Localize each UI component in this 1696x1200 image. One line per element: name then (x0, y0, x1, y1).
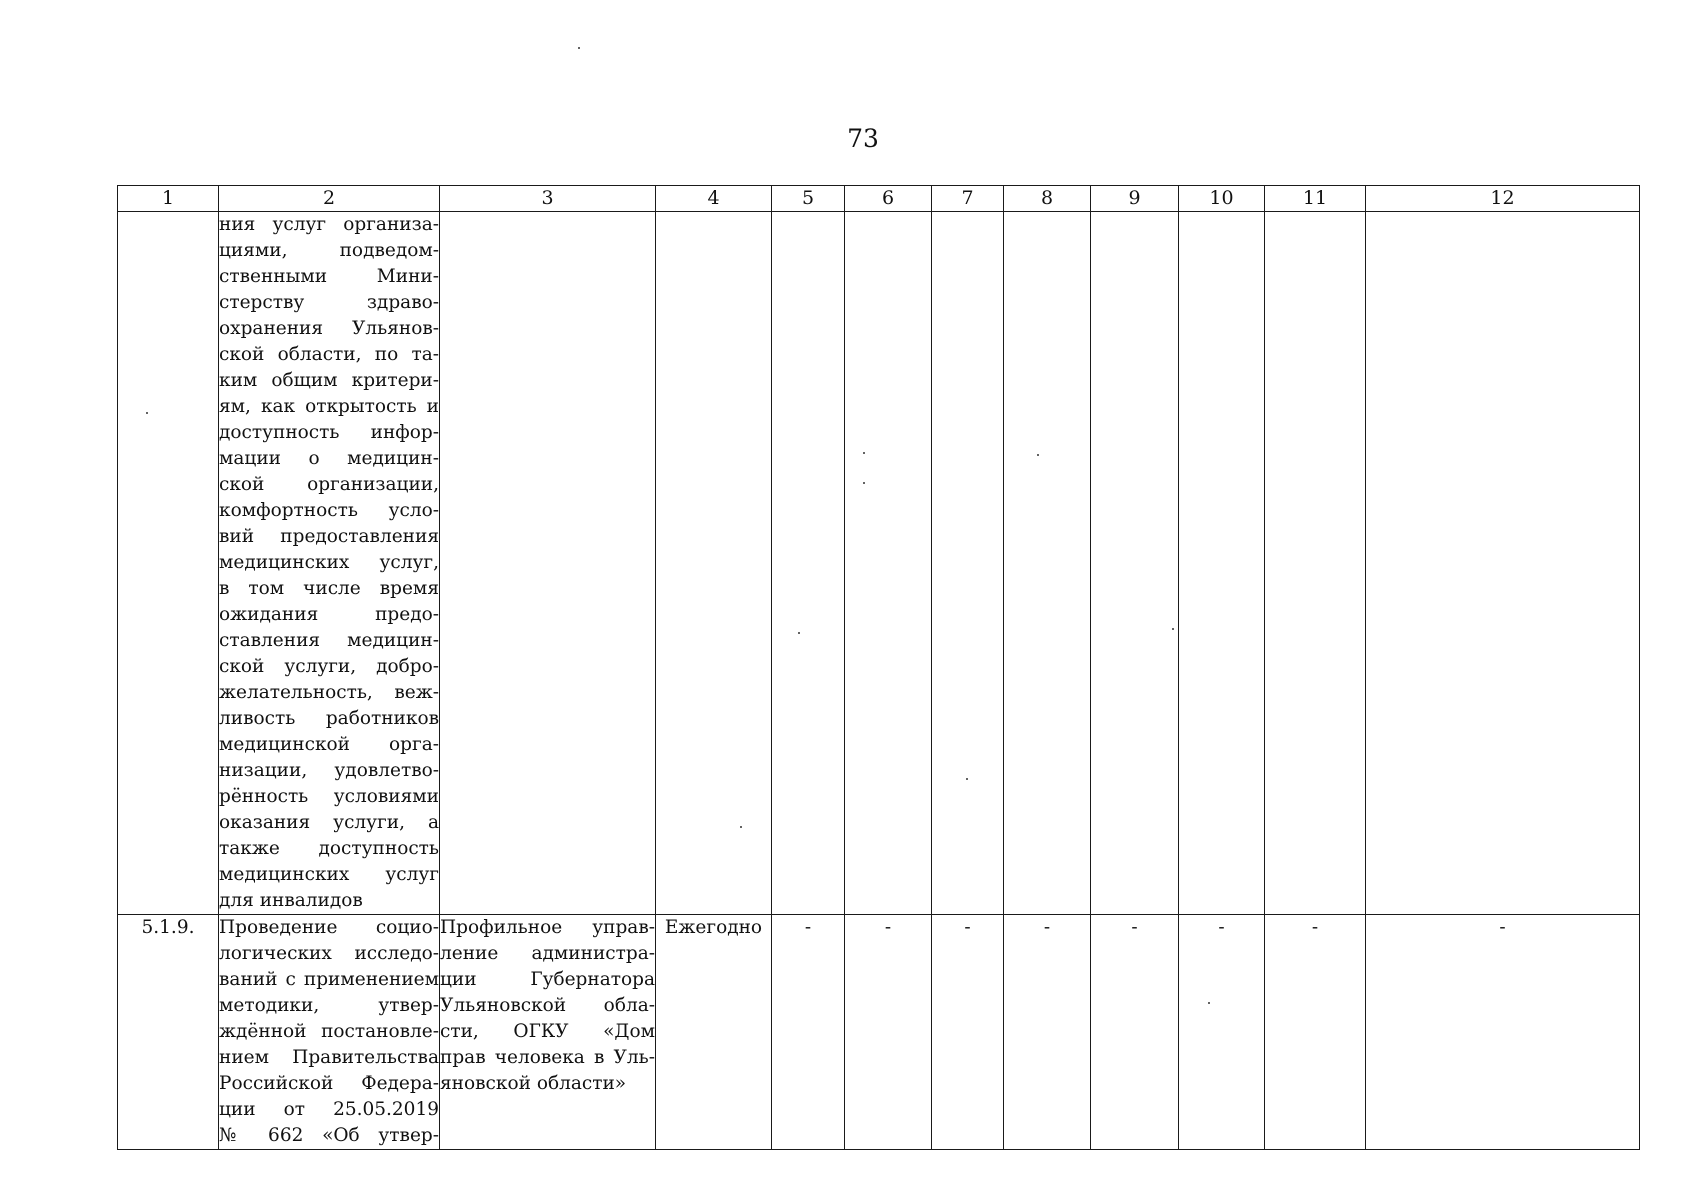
text-line: ции от 25.05.2019 (219, 1099, 439, 1120)
header-cell: 5 (772, 186, 845, 212)
text-line: ской услуги, добро- (219, 656, 439, 677)
text-line: ставления медицин- (219, 630, 439, 651)
scan-speck (740, 826, 742, 828)
text-line: Проведение социо- (219, 917, 439, 938)
text-line: ждённой постановле- (219, 1021, 439, 1042)
text-line: ожидания предо- (219, 604, 439, 625)
text-line: стерству здраво- (219, 292, 439, 313)
scan-speck (966, 778, 968, 780)
row2-dash-cell: - (845, 915, 932, 1150)
text-line: ваний с применением (219, 969, 439, 990)
scan-speck (863, 452, 865, 454)
row1-cell (772, 212, 845, 915)
text-line: также доступность (219, 838, 439, 859)
text-line: в том числе время (219, 578, 439, 599)
text-line: сти, ОГКУ «Дом (440, 1021, 655, 1042)
row1-cell (1265, 212, 1366, 915)
row2-dash-cell: - (1265, 915, 1366, 1150)
text-line: ственными Мини- (219, 266, 439, 287)
text-line: медицинских услуг (219, 864, 439, 885)
header-cell: 11 (1265, 186, 1366, 212)
row2-dash-cell: - (1179, 915, 1265, 1150)
text-line: логических исследо- (219, 943, 439, 964)
header-cell: 3 (440, 186, 656, 212)
text-line: ции Губернатора (440, 969, 655, 990)
header-cell: 1 (118, 186, 219, 212)
scan-speck (1172, 628, 1174, 630)
row1-cell (845, 212, 932, 915)
text-line: Российской Федера- (219, 1073, 439, 1094)
text-line: методики, утвер- (219, 995, 439, 1016)
text-line: медицинских услуг, (219, 552, 439, 573)
table-header-row (118, 186, 1640, 212)
plan-table (117, 185, 1640, 1150)
scan-speck (863, 482, 865, 484)
row2-description-cell (219, 915, 440, 1150)
text-line: циями, подведом- (219, 240, 439, 261)
page-number: 73 (847, 124, 879, 153)
row2-dash-cell: - (1091, 915, 1179, 1150)
row2-responsible-cell (440, 915, 656, 1150)
header-cell: 9 (1091, 186, 1179, 212)
table-row (118, 915, 1640, 1150)
header-cell: 12 (1366, 186, 1640, 212)
text-line: ким общим критери- (219, 370, 439, 391)
text-line: медицинской орга- (219, 734, 439, 755)
row2-dash-cell: - (932, 915, 1004, 1150)
text-line: Профильное управ- (440, 917, 655, 938)
row2-dash-cell: - (1366, 915, 1640, 1150)
row1-cell (1179, 212, 1265, 915)
scan-speck (1208, 1002, 1210, 1004)
row1-cell (1366, 212, 1640, 915)
header-cell: 2 (219, 186, 440, 212)
text-line: мации о медицин- (219, 448, 439, 469)
text-line: ния услуг организа- (219, 214, 439, 235)
text-line: ской области, по та- (219, 344, 439, 365)
text-line: Ульяновской обла- (440, 995, 655, 1016)
text-line: ям, как открытость и (219, 396, 439, 417)
row2-number-cell: 5.1.9. (118, 915, 219, 1150)
text-line: вий предоставления (219, 526, 439, 547)
row2-dash-cell: - (772, 915, 845, 1150)
text-line: охранения Ульянов- (219, 318, 439, 339)
text-line: ливость работников (219, 708, 439, 729)
table-row (118, 212, 1640, 915)
text-line: доступность инфор- (219, 422, 439, 443)
row2-dash-cell: - (1004, 915, 1091, 1150)
row1-number-cell (118, 212, 219, 915)
row1-period-cell (656, 212, 772, 915)
scan-speck (578, 47, 580, 49)
scan-speck (798, 632, 800, 634)
text-line: нием Правительства (219, 1047, 439, 1068)
header-cell: 4 (656, 186, 772, 212)
row1-cell (932, 212, 1004, 915)
text-line: ской организации, (219, 474, 439, 495)
text-line: желательность, веж- (219, 682, 439, 703)
row2-period-cell: Ежегодно (656, 915, 772, 1150)
header-cell: 8 (1004, 186, 1091, 212)
scan-speck (1037, 454, 1039, 456)
header-cell: 10 (1179, 186, 1265, 212)
header-cell: 6 (845, 186, 932, 212)
text-line: ление администра- (440, 943, 655, 964)
text-line: для инвалидов (219, 890, 363, 911)
text-line: яновской области» (440, 1073, 627, 1094)
text-line: № 662 «Об утвер- (219, 1125, 439, 1146)
row1-cell (1091, 212, 1179, 915)
text-line: рённость условиями (219, 786, 439, 807)
header-cell: 7 (932, 186, 1004, 212)
scan-speck (146, 412, 148, 414)
row1-responsible-cell (440, 212, 656, 915)
row1-description-cell (219, 212, 440, 915)
text-line: прав человека в Уль- (440, 1047, 655, 1068)
text-line: низации, удовлетво- (219, 760, 439, 781)
text-line: оказания услуги, а (219, 812, 439, 833)
row1-cell (1004, 212, 1091, 915)
text-line: комфортность усло- (219, 500, 439, 521)
